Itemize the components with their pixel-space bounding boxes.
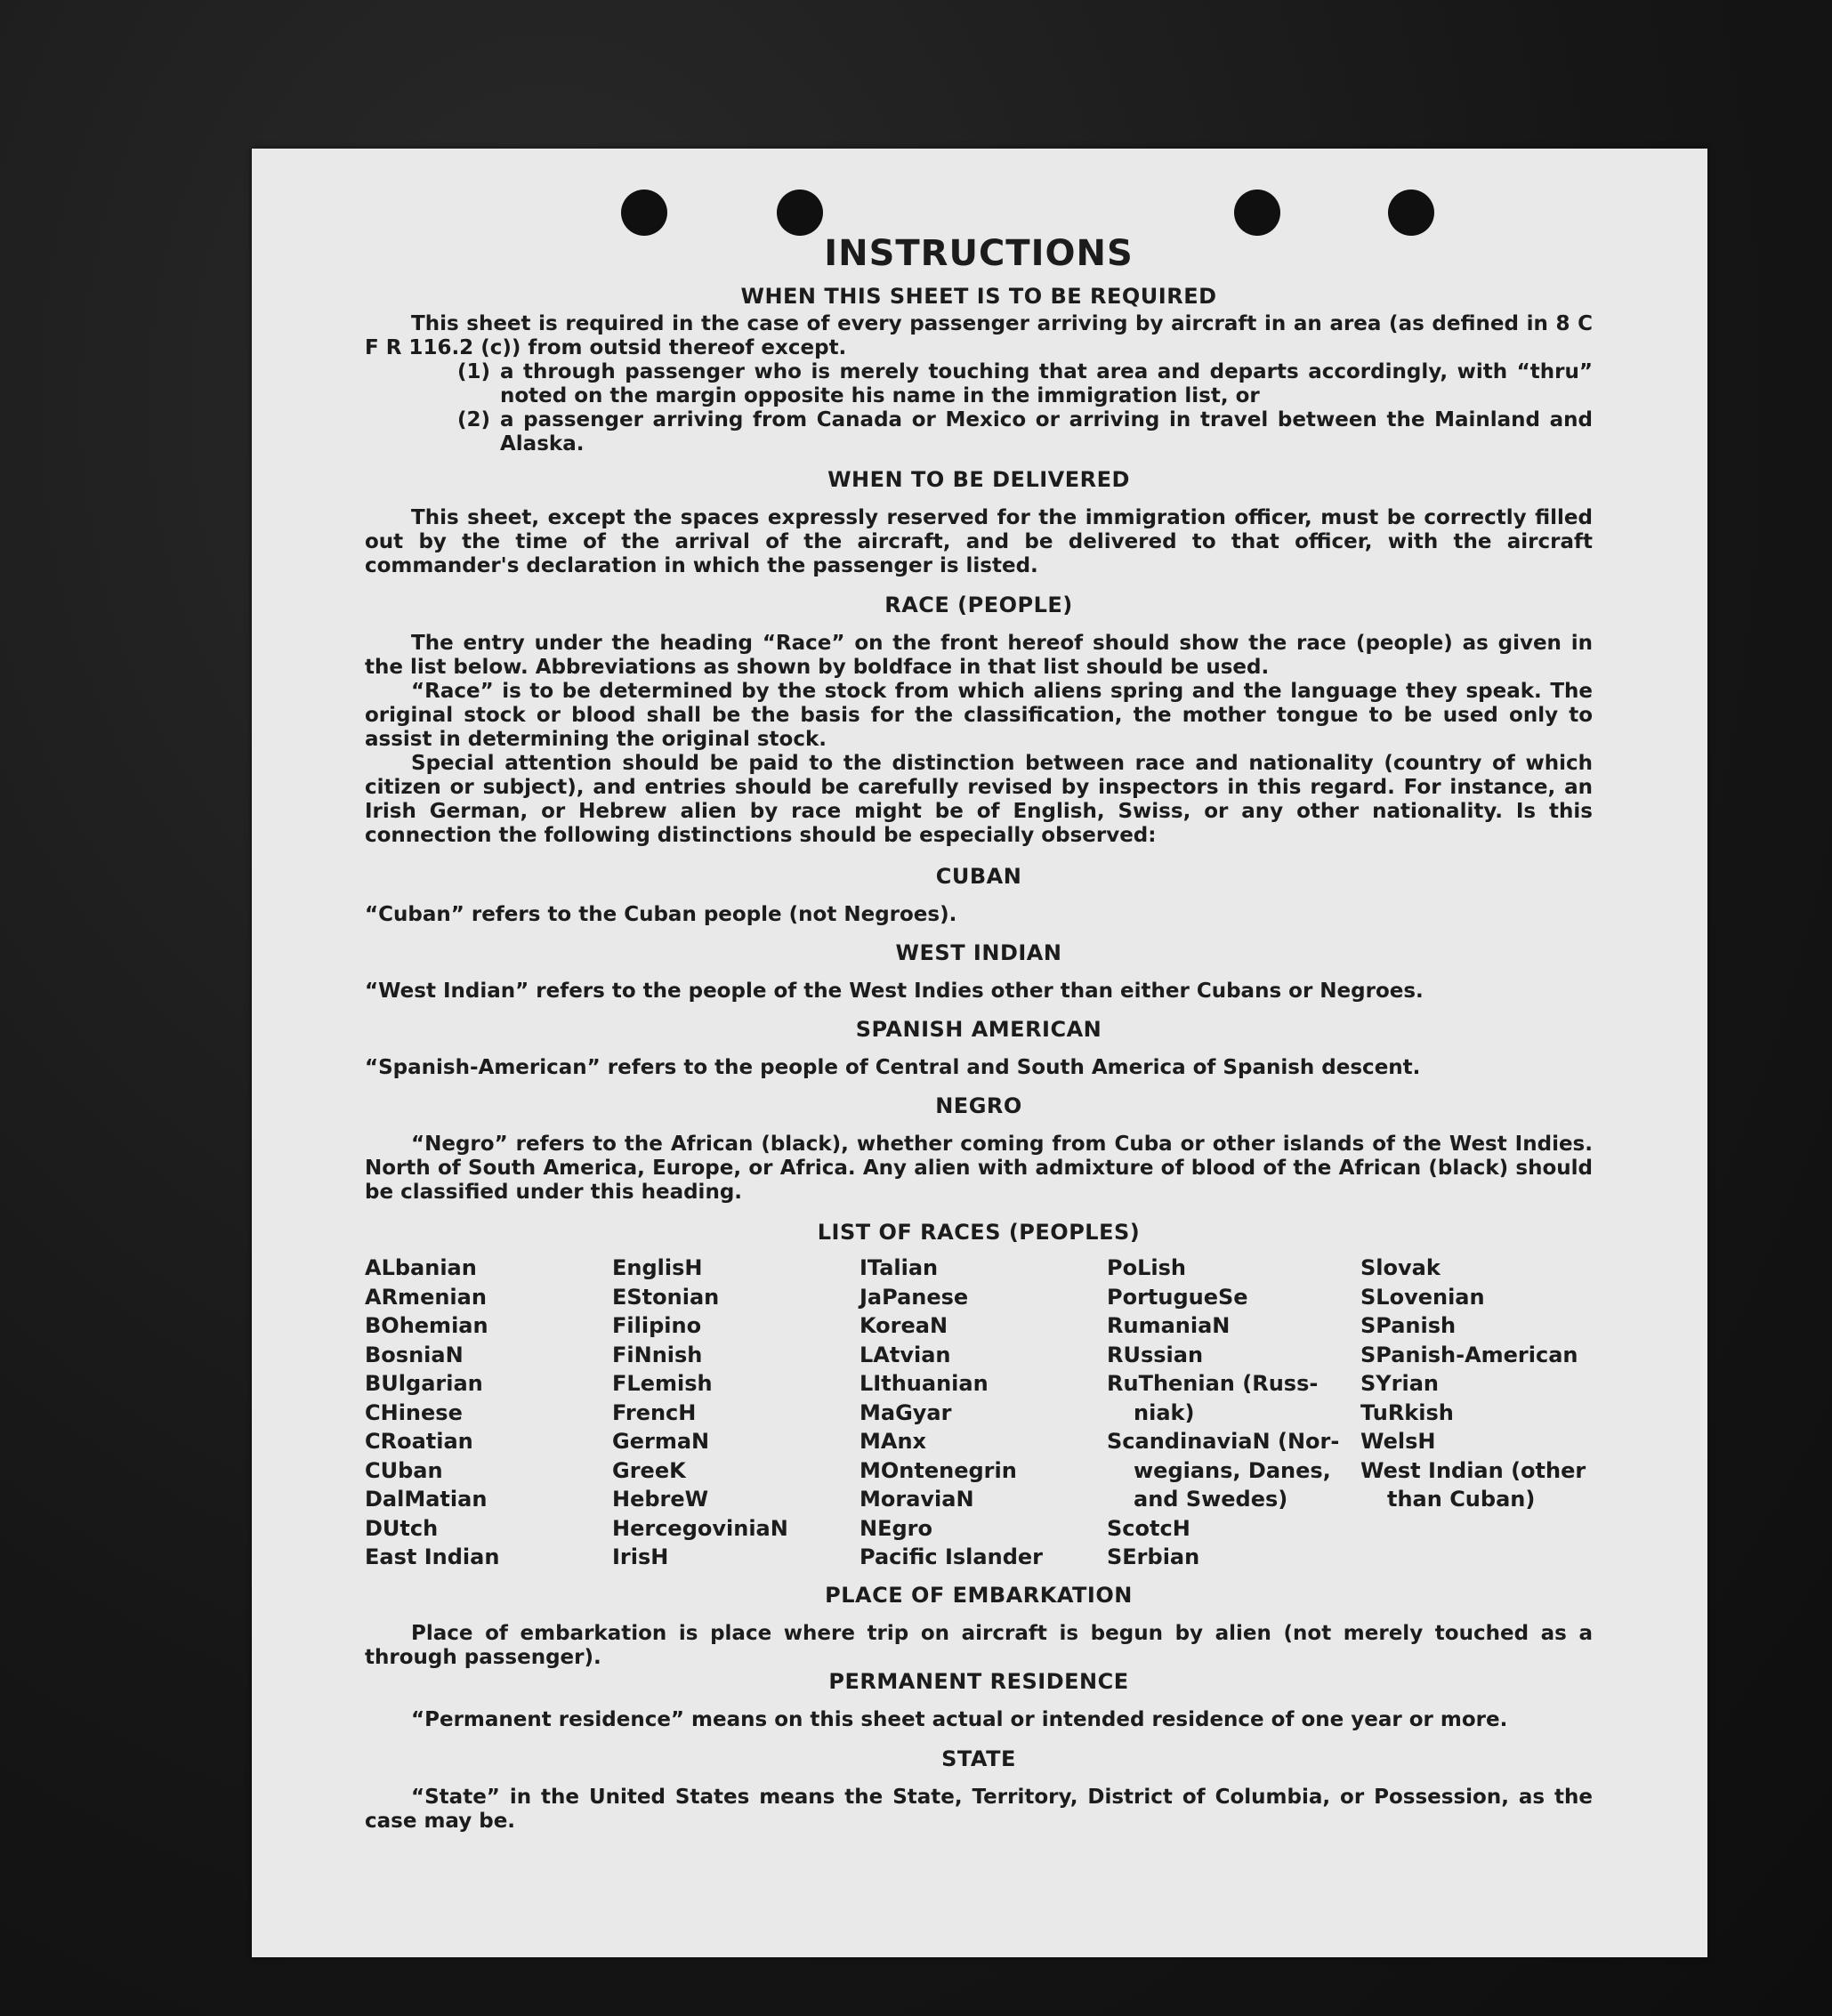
race-entry: MAnx: [860, 1429, 927, 1454]
race-entry: BosniaN: [365, 1342, 464, 1367]
race-entry: PortugueSe: [1107, 1284, 1248, 1310]
race-entry: niak): [1134, 1399, 1195, 1425]
section-required: [365, 285, 1593, 456]
section-heading: PERMANENT RESIDENCE: [828, 1669, 1129, 1694]
races-column: [365, 1254, 612, 1572]
race-entry: NEgro: [860, 1515, 932, 1541]
race-entry: ScandinaviaN (Nor-: [1107, 1429, 1340, 1454]
list-number: (1): [457, 360, 491, 383]
section-heading: WHEN THIS SHEET IS TO BE REQUIRED: [740, 284, 1217, 309]
section-text: “Spanish-American” refers to the people of Central and South America of Spanish descent.: [365, 1056, 1421, 1079]
race-entry: FrencH: [612, 1399, 697, 1425]
race-entry: SPanish: [1360, 1313, 1457, 1338]
section-text: “Race” is to be determined by the stock from which aliens spring and the language they speak. The original stock or blood shall be the basis for the classification, the mother tongue to be used only to assist in determining the original stock.: [365, 680, 1593, 751]
race-entry: CHinese: [365, 1399, 463, 1425]
race-entry: RumaniaN: [1107, 1313, 1231, 1338]
race-entry: LIthuanian: [860, 1371, 989, 1396]
race-entry: CUban: [365, 1457, 443, 1483]
list-text: a passenger arriving from Canada or Mexico or arriving in travel between the Mainland and Alaska.: [500, 408, 1593, 456]
race-entry: SYrian: [1360, 1371, 1440, 1396]
section-text: “Negro” refers to the African (black), whether coming from Cuba or other islands of the West Indies. North of South America, Europe, or Africa. Any alien with admixture of blood of the African (black) should be classified under this heading.: [365, 1133, 1593, 1204]
section-race: [365, 593, 1593, 848]
section-text: “Cuban” refers to the Cuban people (not Negroes).: [365, 903, 957, 926]
race-entry: DUtch: [365, 1515, 439, 1541]
race-entry: BUlgarian: [365, 1371, 483, 1396]
section-spanish-american: [365, 1018, 1593, 1080]
race-entry: TuRkish: [1360, 1399, 1454, 1425]
section-negro: [365, 1094, 1593, 1205]
races-column: [860, 1254, 1107, 1572]
race-entry: MOntenegrin: [860, 1457, 1017, 1483]
section-heading: CUBAN: [935, 864, 1022, 889]
race-entry: RuThenian (Russ-: [1107, 1371, 1319, 1396]
punch-hole: [1234, 190, 1280, 236]
section-heading: SPANISH AMERICAN: [855, 1017, 1102, 1042]
races-column: [612, 1254, 860, 1572]
list-item: [457, 408, 1593, 456]
list-item: [457, 360, 1593, 408]
section-state: [365, 1747, 1593, 1834]
section-races-list: [365, 1221, 1593, 1572]
list-text: a through passenger who is merely touching that area and departs accordingly, with “thru” noted on the margin opposite his name in the immigration list, or: [500, 360, 1593, 407]
race-entry: BOhemian: [365, 1313, 488, 1338]
section-text: “State” in the United States means the State, Territory, District of Columbia, or Possession, as the case may be.: [365, 1786, 1593, 1833]
race-entry: WelsH: [1360, 1429, 1436, 1454]
race-entry: GermaN: [612, 1429, 710, 1454]
race-entry: HercegoviniaN: [612, 1515, 788, 1541]
race-entry: and Swedes): [1134, 1487, 1288, 1512]
race-entry: EnglisH: [612, 1255, 703, 1280]
race-entry: ITalian: [860, 1255, 939, 1280]
race-entry: Filipino: [612, 1313, 702, 1338]
race-entry: wegians, Danes,: [1134, 1457, 1331, 1483]
race-entry: SPanish-American: [1360, 1342, 1578, 1367]
race-entry: MaGyar: [860, 1399, 952, 1425]
race-entry: than Cuban): [1387, 1487, 1536, 1512]
punch-hole: [1388, 190, 1434, 236]
section-embarkation: [365, 1584, 1593, 1670]
race-entry: GreeK: [612, 1457, 686, 1483]
race-entry: ARmenian: [365, 1284, 487, 1310]
races-table: [365, 1254, 1593, 1572]
race-entry: RUssian: [1107, 1342, 1204, 1367]
race-entry: Slovak: [1360, 1255, 1441, 1280]
section-west-indian: [365, 941, 1593, 1004]
section-heading: RACE (PEOPLE): [884, 593, 1073, 617]
section-heading: WEST INDIAN: [895, 940, 1062, 965]
list-number: (2): [457, 408, 491, 431]
race-entry: FiNnish: [612, 1342, 703, 1367]
section-cuban: [365, 865, 1593, 927]
race-entry: MoraviaN: [860, 1487, 974, 1512]
race-entry: IrisH: [612, 1544, 669, 1569]
race-entry: SLovenian: [1360, 1284, 1485, 1310]
section-text: This sheet, except the spaces expressly reserved for the immigration officer, must be correctly filled out by the time of the arrival of the aircraft, and be delivered to that officer, with the aircraft commander's declaration in which the passenger is listed.: [365, 506, 1593, 577]
section-text: “Permanent residence” means on this sheet actual or intended residence of one year or more.: [411, 1708, 1508, 1731]
race-entry: SErbian: [1107, 1544, 1200, 1569]
section-text: Place of embarkation is place where trip on aircraft is begun by alien (not merely touched as a through passenger).: [365, 1622, 1593, 1669]
race-entry: FLemish: [612, 1371, 713, 1396]
race-entry: ScotcH: [1107, 1515, 1190, 1541]
punch-hole: [777, 190, 823, 236]
section-heading: NEGRO: [935, 1093, 1022, 1118]
races-column: [1360, 1254, 1593, 1572]
section-text: This sheet is required in the case of every passenger arriving by aircraft in an area (as defined in 8 C F R 116.2 (c)) from outsid thereof except.: [365, 312, 1593, 359]
race-entry: Pacific Islander: [860, 1544, 1043, 1569]
section-residence: [365, 1670, 1593, 1732]
section-delivered: [365, 468, 1593, 578]
section-heading: STATE: [941, 1746, 1016, 1771]
section-heading: PLACE OF EMBARKATION: [825, 1583, 1133, 1608]
section-text: Special attention should be paid to the distinction between race and nationality (country of which citizen or subject), and entries should be carefully revised by inspectors in this regard. For instance, an Irish German, or Hebrew alien by race might be of English, Swiss, or any other nationality. Is this connection the following distinctions should be especially observed:: [365, 752, 1593, 847]
section-heading: LIST OF RACES (PEOPLES): [817, 1220, 1141, 1245]
race-entry: DalMatian: [365, 1487, 488, 1512]
race-entry: LAtvian: [860, 1342, 951, 1367]
race-entry: West Indian (other: [1360, 1457, 1586, 1483]
section-text: The entry under the heading “Race” on the front hereof should show the race (people) as given in the list below. Abbreviations as shown by boldface in that list should be used.: [365, 632, 1593, 679]
section-heading: WHEN TO BE DELIVERED: [827, 467, 1130, 492]
race-entry: KoreaN: [860, 1313, 948, 1338]
punch-hole: [621, 190, 667, 236]
race-entry: ALbanian: [365, 1255, 477, 1280]
race-entry: PoLish: [1107, 1255, 1186, 1280]
race-entry: East Indian: [365, 1544, 500, 1569]
section-text: “West Indian” refers to the people of the West Indies other than either Cubans or Negroes.: [365, 980, 1424, 1003]
page-title: INSTRUCTIONS: [824, 233, 1134, 274]
race-entry: HebreW: [612, 1487, 709, 1512]
races-column: [1107, 1254, 1360, 1572]
race-entry: CRoatian: [365, 1429, 473, 1454]
race-entry: JaPanese: [860, 1284, 969, 1310]
race-entry: EStonian: [612, 1284, 720, 1310]
